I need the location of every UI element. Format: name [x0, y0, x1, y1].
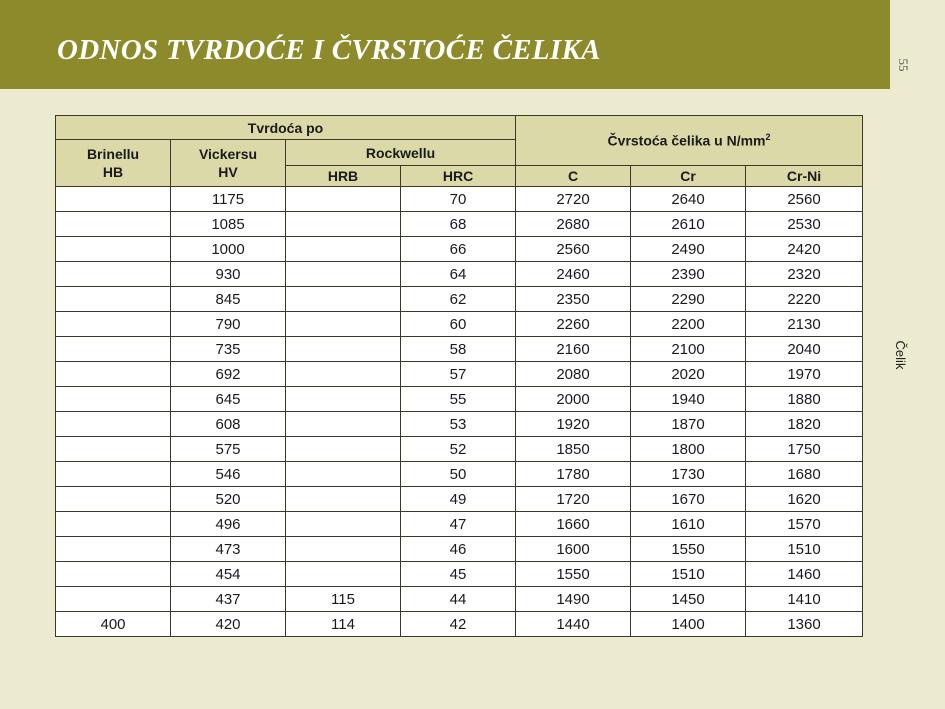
cell-hv: 575	[171, 437, 286, 462]
cell-c: 2160	[516, 337, 631, 362]
title-banner	[0, 0, 890, 89]
cell-hrc: 45	[401, 562, 516, 587]
cell-hb	[56, 287, 171, 312]
cell-hb	[56, 362, 171, 387]
cell-hrc: 60	[401, 312, 516, 337]
cell-hrb	[286, 562, 401, 587]
cell-hrb	[286, 387, 401, 412]
table-row	[56, 362, 863, 387]
cell-hv: 496	[171, 512, 286, 537]
cell-cr: 1510	[631, 562, 746, 587]
header-hv-label: HV	[218, 164, 238, 180]
cell-cr: 1730	[631, 462, 746, 487]
cell-hrb	[286, 512, 401, 537]
cell-hv: 645	[171, 387, 286, 412]
cell-crni: 1410	[746, 587, 863, 612]
cell-hv: 1085	[171, 212, 286, 237]
cell-crni: 2220	[746, 287, 863, 312]
cell-c: 1440	[516, 612, 631, 637]
header-c: C	[516, 166, 631, 187]
cell-hb	[56, 212, 171, 237]
cell-crni: 1360	[746, 612, 863, 637]
cell-cr: 2490	[631, 237, 746, 262]
cell-c: 2460	[516, 262, 631, 287]
cell-hb	[56, 187, 171, 212]
cell-hb	[56, 487, 171, 512]
table-row	[56, 212, 863, 237]
cell-cr: 2020	[631, 362, 746, 387]
cell-hb	[56, 412, 171, 437]
cell-hrb	[286, 412, 401, 437]
cell-c: 1850	[516, 437, 631, 462]
header-crni: Cr-Ni	[746, 166, 863, 187]
header-cvrstoca-text: Čvrstoća čelika u N/mm	[607, 132, 766, 149]
header-rockwellu: Rockwellu	[286, 140, 516, 166]
cell-crni: 1970	[746, 362, 863, 387]
cell-hrc: 46	[401, 537, 516, 562]
cell-hrb: 114	[286, 612, 401, 637]
cell-hb	[56, 237, 171, 262]
cell-hrc: 50	[401, 462, 516, 487]
cell-hrb	[286, 337, 401, 362]
cell-hrc: 47	[401, 512, 516, 537]
header-hrc: HRC	[401, 166, 516, 187]
cell-hb	[56, 387, 171, 412]
table-row	[56, 462, 863, 487]
cell-hrb: 115	[286, 587, 401, 612]
cell-cr: 2200	[631, 312, 746, 337]
cell-hrc: 70	[401, 187, 516, 212]
cell-hrc: 58	[401, 337, 516, 362]
cell-crni: 1460	[746, 562, 863, 587]
cell-hrc: 64	[401, 262, 516, 287]
cell-c: 1490	[516, 587, 631, 612]
table-row	[56, 537, 863, 562]
cell-cr: 1940	[631, 387, 746, 412]
cell-hrb	[286, 187, 401, 212]
cell-c: 2720	[516, 187, 631, 212]
header-cr: Cr	[631, 166, 746, 187]
cell-hrc: 42	[401, 612, 516, 637]
header-vickersu	[171, 140, 286, 187]
table-row	[56, 262, 863, 287]
cell-cr: 2610	[631, 212, 746, 237]
cell-hrc: 55	[401, 387, 516, 412]
cell-hb	[56, 337, 171, 362]
page-number: 55	[896, 58, 911, 72]
cell-hv: 520	[171, 487, 286, 512]
cell-hrc: 52	[401, 437, 516, 462]
cell-cr: 2100	[631, 337, 746, 362]
cell-hrb	[286, 212, 401, 237]
cell-hrb	[286, 487, 401, 512]
cell-cr: 1450	[631, 587, 746, 612]
cell-c: 1660	[516, 512, 631, 537]
cell-cr: 2640	[631, 187, 746, 212]
cell-cr: 1400	[631, 612, 746, 637]
cell-hrb	[286, 237, 401, 262]
table-row	[56, 237, 863, 262]
table-row	[56, 287, 863, 312]
cell-crni: 1620	[746, 487, 863, 512]
cell-c: 1780	[516, 462, 631, 487]
cell-hv: 692	[171, 362, 286, 387]
cell-hrb	[286, 537, 401, 562]
cell-hv: 454	[171, 562, 286, 587]
cell-hrb	[286, 262, 401, 287]
table-row	[56, 312, 863, 337]
cell-c: 2680	[516, 212, 631, 237]
cell-hb	[56, 262, 171, 287]
cell-hrc: 49	[401, 487, 516, 512]
cell-hrc: 57	[401, 362, 516, 387]
header-tvrdoca-po: Tvrdoća po	[56, 116, 516, 140]
header-vickersu-label: Vickersu	[198, 146, 258, 162]
cell-hv: 1175	[171, 187, 286, 212]
table-row	[56, 612, 863, 637]
table-body	[56, 187, 863, 637]
cell-c: 2560	[516, 237, 631, 262]
cell-crni: 1570	[746, 512, 863, 537]
cell-c: 2000	[516, 387, 631, 412]
table-row	[56, 437, 863, 462]
cell-hv: 473	[171, 537, 286, 562]
cell-hv: 845	[171, 287, 286, 312]
cell-hv: 930	[171, 262, 286, 287]
cell-crni: 1510	[746, 537, 863, 562]
cell-hrc: 62	[401, 287, 516, 312]
cell-hrc: 66	[401, 237, 516, 262]
cell-cr: 1800	[631, 437, 746, 462]
cell-c: 1550	[516, 562, 631, 587]
cell-hrc: 68	[401, 212, 516, 237]
cell-crni: 2040	[746, 337, 863, 362]
cell-cr: 1550	[631, 537, 746, 562]
cell-c: 1720	[516, 487, 631, 512]
cell-c: 2260	[516, 312, 631, 337]
cell-cr: 1670	[631, 487, 746, 512]
cell-cr: 1870	[631, 412, 746, 437]
cell-crni: 2560	[746, 187, 863, 212]
cell-crni: 1750	[746, 437, 863, 462]
table-row	[56, 337, 863, 362]
chapter-side-label: Čelik	[893, 340, 908, 370]
cell-hrb	[286, 362, 401, 387]
table-row	[56, 512, 863, 537]
hardness-strength-table	[55, 115, 863, 637]
cell-crni: 1880	[746, 387, 863, 412]
table-row	[56, 487, 863, 512]
cell-hv: 1000	[171, 237, 286, 262]
cell-crni: 2420	[746, 237, 863, 262]
cell-cr: 2390	[631, 262, 746, 287]
cell-hv: 790	[171, 312, 286, 337]
cell-crni: 1820	[746, 412, 863, 437]
table-row	[56, 412, 863, 437]
cell-hv: 735	[171, 337, 286, 362]
cell-crni: 1680	[746, 462, 863, 487]
table-row	[56, 387, 863, 412]
cell-hrc: 44	[401, 587, 516, 612]
table-row	[56, 587, 863, 612]
table-row	[56, 187, 863, 212]
cell-hv: 546	[171, 462, 286, 487]
cell-hb	[56, 512, 171, 537]
cell-hv: 420	[171, 612, 286, 637]
cell-hb	[56, 312, 171, 337]
cell-c: 1920	[516, 412, 631, 437]
page-title: ODNOS TVRDOĆE I ČVRSTOĆE ČELIKA	[57, 34, 601, 66]
cell-hb	[56, 462, 171, 487]
cell-hb: 400	[56, 612, 171, 637]
cell-crni: 2530	[746, 212, 863, 237]
header-brinellu	[56, 140, 171, 187]
cell-c: 2080	[516, 362, 631, 387]
cell-hrc: 53	[401, 412, 516, 437]
cell-crni: 2320	[746, 262, 863, 287]
cell-c: 2350	[516, 287, 631, 312]
cell-cr: 2290	[631, 287, 746, 312]
cell-hb	[56, 587, 171, 612]
cell-cr: 1610	[631, 512, 746, 537]
cell-c: 1600	[516, 537, 631, 562]
cell-hv: 608	[171, 412, 286, 437]
header-cvrstoca	[516, 116, 863, 166]
header-hrb: HRB	[286, 166, 401, 187]
cell-hrb	[286, 437, 401, 462]
cell-hrb	[286, 312, 401, 337]
header-brinellu-label: Brinellu	[86, 146, 140, 162]
cell-hrb	[286, 287, 401, 312]
cell-crni: 2130	[746, 312, 863, 337]
cell-hv: 437	[171, 587, 286, 612]
cell-hb	[56, 562, 171, 587]
header-hb-label: HB	[102, 164, 124, 180]
header-cvrstoca-sup: 2	[765, 132, 771, 143]
cell-hb	[56, 437, 171, 462]
cell-hb	[56, 537, 171, 562]
cell-hrb	[286, 462, 401, 487]
table-row	[56, 562, 863, 587]
